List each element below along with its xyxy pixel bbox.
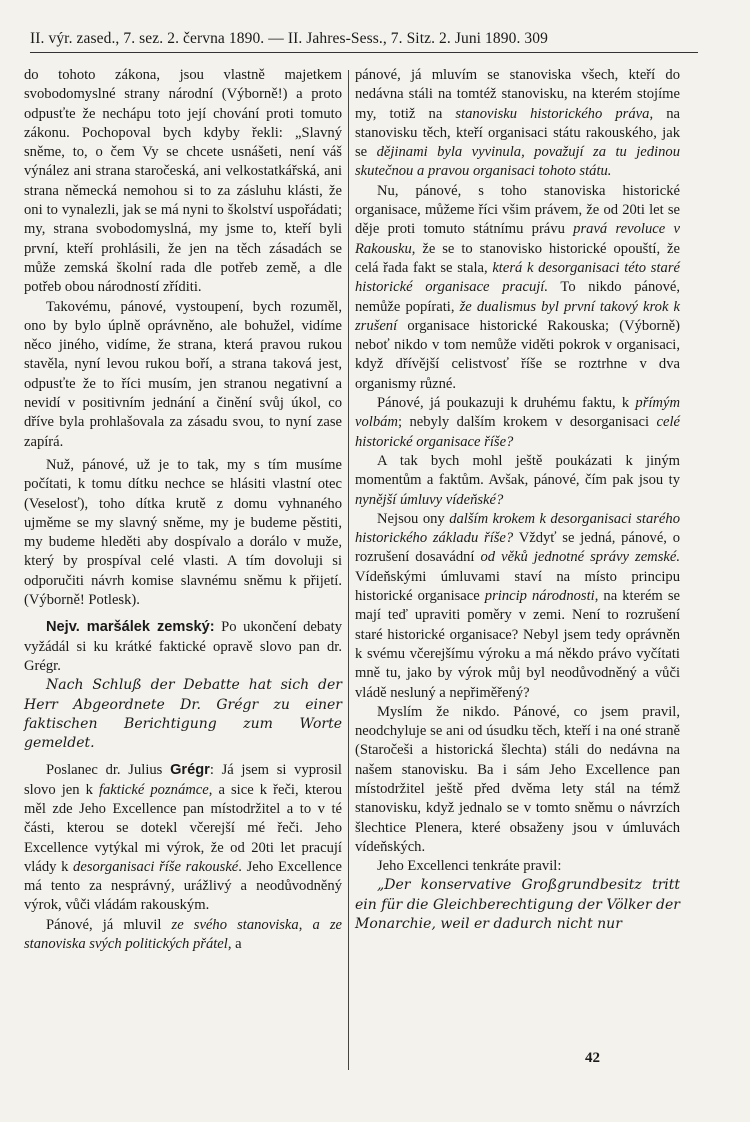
italic-text: dalším krokem k desorganisaci starého historického základu říše? xyxy=(355,510,680,547)
paragraph-text: , že se to stanovisko historické opouští, že celá řada fakt se stala, xyxy=(355,240,680,276)
paragraph-text: , na stanovisku těch, kteří organisaci státu rakouského, jak se xyxy=(355,105,680,161)
paragraph-text: A tak bych mohl ještě poukázati k jiným momentům a faktům. Avšak, pánové, čím pak jsou ty xyxy=(355,452,680,489)
italic-text: přímým volbám xyxy=(355,395,680,431)
german-quote: „Der konservative Großgrundbesitz tritt ein für die Gleichberechtigung der Völker der Monarchie, weil er dadurch nicht nur xyxy=(355,877,680,933)
page-number: 42 xyxy=(585,1050,600,1066)
italic-text: a ze stanoviska svých politických přátel xyxy=(24,916,343,953)
paragraph xyxy=(355,182,680,394)
paragraph-text: To nikdo pánové, nemůže popírati, xyxy=(355,279,680,315)
paragraph-text: Nejsou ony xyxy=(377,510,450,527)
paragraph-text: : Já jsem si vyprosil slovo jen k xyxy=(24,762,342,798)
paragraph-text: ; nebyly dalším krokem v desorganisaci xyxy=(397,414,657,431)
paragraph-text: . Jeho Excellence má tento za nesprávný, urážlivý a neodůvodněný výrok, vůči vládám rakouským. xyxy=(24,858,342,914)
paragraph: Takovému, pánové, vystoupení, bych rozuměl, ono by bylo úplně oprávněno, ale bohužel, vidíme něco jiného, vidíme, že strana, která pravou rukou stavěla, nyní levou rukou boří, a strana taková jest, odpusťte že to říci musím, jen stranou negativní a nevidí v positivním jednání a činění svůj úkol, co dříve byla prohlašovala za zásadu svou, to nyní zase zapírá. xyxy=(24,298,342,450)
speaker-name: Nejv. maršálek zemský: xyxy=(46,619,215,636)
paragraph-text: Vždyť se jedná, pánové, o rozrušení dosavádní xyxy=(355,530,680,566)
running-header: II. výr. zased., 7. sez. 2. června 1890. — II. Jahres-Sess., 7. Sitz. 2. Juni 1890. 309 xyxy=(30,30,698,53)
italic-text: nynější úmluvy vídeňské? xyxy=(355,491,504,508)
paragraph-text: Po ukončení debaty vyžádál si ku krátké faktické opravě slovo pan dr. Grégr. xyxy=(24,619,342,674)
paragraph xyxy=(355,452,680,510)
italic-text: ze svého stanoviska xyxy=(171,916,299,933)
paragraph xyxy=(24,916,342,955)
paragraph-text: , na kterém se mají teď upraviti poměry v zemi. Není to rozrušení staré historické organisace? Nebyl jsem tedy oprávněn k svému včerejšímu výroku a má někdo právo vyčítati mně tu, jako by výrok můj byl neodůvodněný a vůči vládě nesluný a nepřiměřený? xyxy=(355,588,680,701)
paragraph xyxy=(355,66,680,182)
paragraph-text: Pánové, já poukazuji k druhému faktu, k xyxy=(377,395,636,412)
paragraph-text: Pánové, já mluvil xyxy=(46,916,172,933)
paragraph: do tohoto zákona, jsou vlastně majetkem svobodomyslné strany národní (Výborně!) a proto odpusťte že nechápu toto její chování proti tomuto zákonu. Pochopoval bych kdyby řekli: „Slavný sněme, to, o čem Vy se chcete usnášeti, není váš výnález ani strana staročeská, ani velkostatkářská, ani strana německá nemohou si to za zásluhu klásti, že oni to vynalezli, jak se má nyni to školství uspořádati; my, strana svobodomyslná, my jsme to, kteří byli první, kteří prohlásili, že jen na těch zásadách se může zemská školní rada dle potřeb země, a dle potřeb obou národností zříditi. xyxy=(24,67,342,296)
left-column xyxy=(24,66,342,954)
italic-text: faktické poznámce xyxy=(98,781,209,798)
paragraph-text: Vídeňskými úmluvami staví na místo principu historické organisace xyxy=(355,568,680,605)
paragraph-text: , a xyxy=(227,936,242,953)
paragraph: Myslím že nikdo. Pánové, co jsem pravil, neodchyluje se ani od úsudku těch, kteří i na oné straně (Staročeši a historická šlechta) stáli do nedávna na našem stanovisku. Ba i sám Jeho Excellence pan místodržitel ještě před dvěma lety stál na témž stanovisku, když jednalo se v tomto sněmu o návrzích šlechtice Plenera, které obsaženy jsou v úmluvách vídeňských. xyxy=(355,703,680,855)
italic-text: dějinami byla vyvinula, považují za tu jedinou skutečnou a pravou organisaci tohoto státu. xyxy=(355,144,680,180)
paragraph-text: pánové, já mluvím se stanoviska všech, kteří do nedávna stáli na tomtéž stanovisku, na kterém stojíme my, totiž na xyxy=(355,67,680,122)
column-divider xyxy=(348,70,349,1070)
italic-text: stanovisku historického práva xyxy=(455,105,650,122)
paragraph-text: organisace historické Rakouska; (Výborně) neboť nikdo v tom nemůže viděti pokrok v organisaci, když dřívější celistvosť říše se roztrhne v dva organismy různé. xyxy=(355,317,680,392)
paragraph-text: Poslanec dr. Julius xyxy=(46,762,171,779)
paragraph xyxy=(24,761,342,915)
paragraph: Nuž, pánové, už je to tak, my s tím musíme počítati, k tomu dítku nechce se hlásiti vlastní otec (Veselosť), toho dítka krutě z domu vyhnaného ujměme se my slavný sněme, my je budeme pěstiti, my budeme hleděti aby dospívalo a dorálo v muže, který by prospíval celé vlasti. A tím dovoluji si odporučiti návrh komise slavnému sněmu k přijetí. (Výborně! Potlesk). xyxy=(24,456,342,609)
italic-text: celé historické organisace říše? xyxy=(355,414,680,450)
italic-text: pravá revoluce v Rakousku xyxy=(355,221,680,257)
paragraph-text: , a sice k řeči, kterou měl zde Jeho Excellence pan místodržitel a to v té části, kterou se dotekl včerejší mé řeči. Jeho Excellence vytýkal mi výrok, že od 20ti let pracují vlády k xyxy=(24,781,342,875)
paragraph-text: , xyxy=(298,916,313,933)
paragraph xyxy=(355,394,680,452)
paragraph-text: Nu, pánové, s toho stanoviska historické organisace, můžeme říci všim právem, že od 20ti let se děje proti tomuto státnímu právu xyxy=(355,182,680,238)
italic-text: desorganisaci říše rakouské xyxy=(73,858,239,875)
paragraph: Jeho Excellenci tenkráte pravil: xyxy=(377,858,562,875)
paragraph xyxy=(355,510,680,703)
italic-text: že dualismus byl první takový krok k zrušení xyxy=(355,298,680,334)
italic-text: která k desorganisaci této staré historické organisace pracují. xyxy=(355,259,680,296)
right-column xyxy=(355,66,680,934)
italic-text: princip národnosti xyxy=(484,588,595,605)
paragraph xyxy=(24,618,342,676)
italic-text: od věků jednotné správy zemské. xyxy=(480,549,680,566)
speaker-name: Grégr xyxy=(170,762,210,779)
german-paragraph: Nach Schluß der Debatte hat sich der Herr Abgeordnete Dr. Grégr zu einer faktischen Berichtigung zum Worte gemeldet. xyxy=(24,677,342,752)
